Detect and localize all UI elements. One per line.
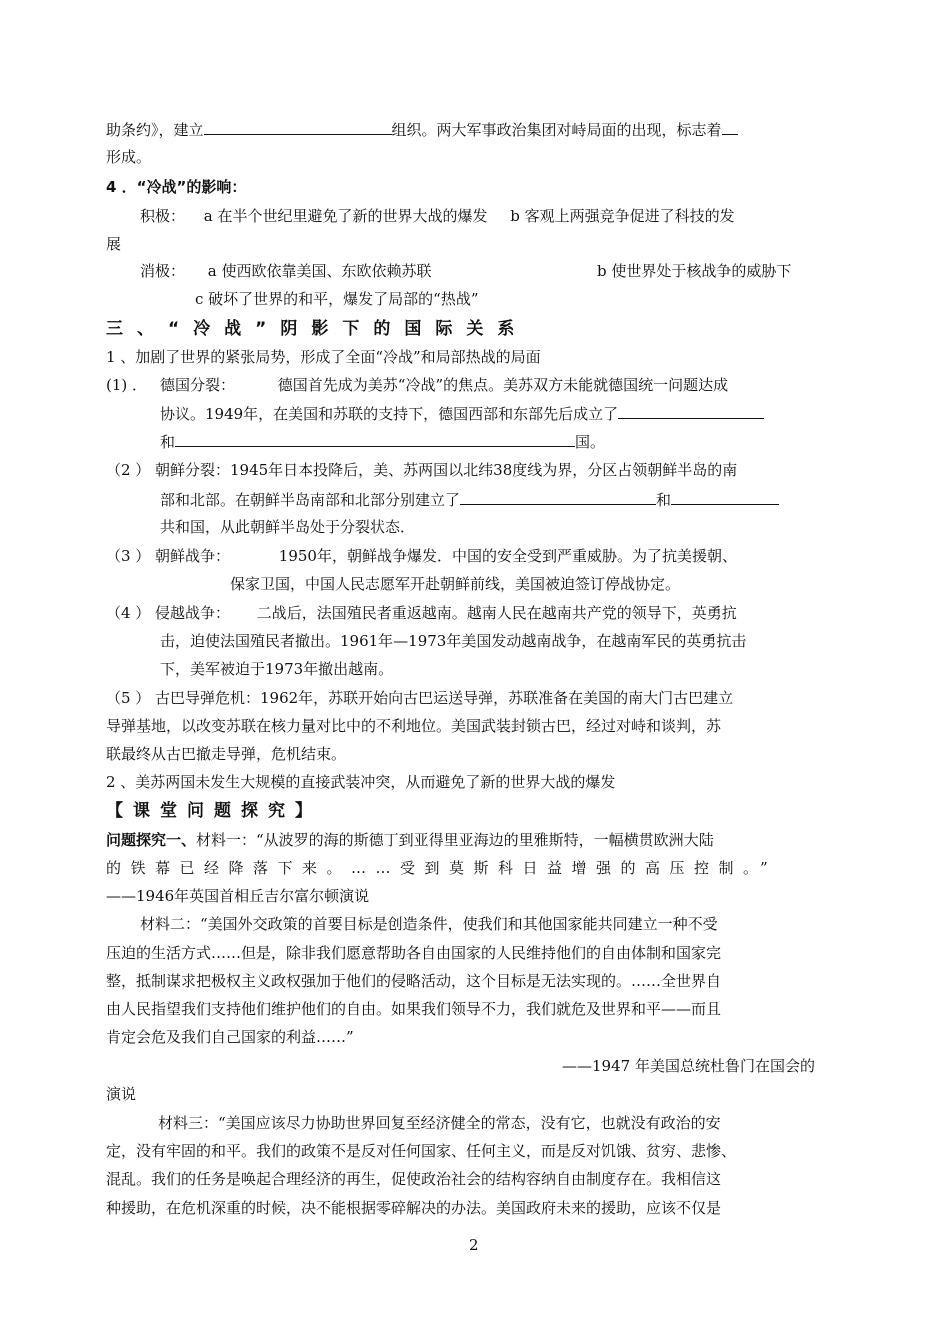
text-line xyxy=(106,374,147,396)
text-line: 古巴导弹危机：1962年，苏联开始向古巴运送导弹，苏联准备在美国的南大门古巴建立 xyxy=(155,689,734,707)
text-line: 共和国，从此朝鲜半岛处于分裂状态． xyxy=(160,518,416,536)
text-line xyxy=(106,146,151,168)
item-number: (1) ． xyxy=(106,376,148,394)
source-line: ——1947 年美国总统杜鲁门在国会的 xyxy=(562,1057,815,1075)
text-line: 混乱。我们的任务是唤起合理经济的再生，促使政治社会的结构容纳自由制度存在。我相信这 xyxy=(106,1170,722,1188)
text-segment: 1950年，朝鲜战争爆发．中国的安全受到严重威胁。为了抗美援朝、 xyxy=(278,547,737,565)
item-title: 朝鲜战争： xyxy=(155,547,231,565)
item-number: （2 ） xyxy=(106,461,151,479)
source-line: ——1946年英国首相丘吉尔富尔顿演说 xyxy=(106,887,370,905)
source-line: 演说 xyxy=(106,1085,137,1103)
text-line xyxy=(106,118,738,141)
text-line: 展 xyxy=(106,235,122,253)
text-line xyxy=(155,545,737,567)
text-line xyxy=(140,205,735,227)
page-number: 2 xyxy=(469,1236,479,1254)
text-line: 导弹基地，以改变苏联在核力量对比中的不利地位。美国武装封锁古巴，经过对峙和谈判，苏 xyxy=(106,717,722,735)
text-segment: 组织。两大军事政治集团对峙局面的出现，标志着 xyxy=(391,121,722,139)
text-segment: b 客观上两强竞争促进了科技的发 xyxy=(510,207,735,225)
text-line: 定，没有牢固的和平。我们的政策不是反对任何国家、任何主义，而是反对饥饿、贫穷、悲惨、 xyxy=(106,1142,737,1160)
text-line xyxy=(140,260,432,282)
text-line xyxy=(160,374,728,396)
item-title: 侵越战争： xyxy=(155,604,231,622)
text-segment: 和 xyxy=(656,491,672,509)
label-positive: 积极： xyxy=(140,207,186,225)
item-title: 德国分裂： xyxy=(160,376,236,394)
fill-blank[interactable] xyxy=(204,118,392,135)
item-number: （3 ） xyxy=(106,547,151,565)
text-segment: 德国首先成为美苏“冷战”的焦点。美苏双方未能就德国统一问题达成 xyxy=(277,376,729,394)
text-line: 朝鲜分裂：1945年日本投降后，美、苏两国以北纬38度线为界，分区占领朝鲜半岛的南 xyxy=(155,461,738,479)
text-line xyxy=(106,829,714,851)
text-line: 保家卫国，中国人民志愿军开赴朝鲜前线，美国被迫签订停战协定。 xyxy=(230,575,681,593)
text-line: 1 、加剧了世界的紧张局势，形成了全面“冷战”和局部热战的局面 xyxy=(106,348,541,366)
fill-blank[interactable] xyxy=(460,488,656,505)
fill-blank[interactable] xyxy=(618,402,764,419)
fill-blank[interactable] xyxy=(671,488,779,505)
text-line xyxy=(160,402,764,425)
text-line xyxy=(160,488,779,511)
text-line: 整，抵制谋求把极权主义政权强加于他们的侵略活动，这个目标是无法实现的。……全世界自 xyxy=(106,972,722,990)
section-heading: 【课堂问题探究】 xyxy=(106,801,322,821)
text-line: 种援助，在危机深重的时候，决不能根据零碎解决的办法。美国政府未来的援助，应该不仅是 xyxy=(106,1199,722,1217)
text-line: 由人民指望我们支持他们维护他们的自由。如果我们领导不力，我们就危及世界和平——而且 xyxy=(106,1000,722,1018)
text-line: b 使世界处于核战争的威胁下 xyxy=(597,262,792,280)
text-segment: a 在半个世纪里避免了新的世界大战的爆发 xyxy=(203,207,488,225)
section-heading: 4 ．“冷战”的影响： xyxy=(106,178,247,196)
text-segment: 材料一：“从波罗的海的斯德丁到亚得里亚海边的里雅斯特，一幅横贯欧洲大陆 xyxy=(196,831,714,849)
item-number: （4 ） xyxy=(106,604,151,622)
fill-blank[interactable] xyxy=(175,430,575,447)
text-line: 肯定会危及我们自己国家的利益……” xyxy=(106,1028,354,1046)
text-segment: 二战后，法国殖民者重返越南。越南人民在越南共产党的领导下，英勇抗 xyxy=(256,604,737,622)
question-label: 问题探究一、 xyxy=(106,831,197,849)
text-segment: 部和北部。在朝鲜半岛南部和北部分别建立了 xyxy=(160,491,461,509)
text-line: 下，美军被迫于1973年撤出越南。 xyxy=(160,660,394,678)
text-line: 2 、美苏两国未发生大规模的直接武装冲突，从而避免了新的世界大战的爆发 xyxy=(106,773,616,791)
label-negative: 消极： xyxy=(140,262,186,280)
text-line xyxy=(155,602,737,624)
item-number: （5 ） xyxy=(106,689,151,707)
text-segment: 助条约》，建立 xyxy=(106,121,204,139)
text-line: 压迫的生活方式……但是，除非我们愿意帮助各自由国家的人民维持他们的自由体制和国家完 xyxy=(106,944,722,962)
text-segment: a 使西欧依靠美国、东欧依赖苏联 xyxy=(207,262,432,280)
text-line: 的铁幕已经降落下来。……受到莫斯科日益增强的高压控制。” xyxy=(106,859,778,877)
fill-blank[interactable] xyxy=(722,118,738,135)
text-line xyxy=(160,430,605,453)
text-line: 联最终从古巴撤走导弹，危机结束。 xyxy=(106,745,347,763)
text-segment: 协议。1949年，在美国和苏联的支持下，德国西部和东部先后成立了 xyxy=(160,405,619,423)
text-line: 材料二：“美国外交政策的首要目标是创造条件，使我们和其他国家能共同建立一种不受 xyxy=(140,915,718,933)
text-segment: 形成。 xyxy=(106,148,152,166)
section-heading: 三、“冷战”阴影下的国际关系 xyxy=(106,319,529,339)
text-line: 材料三：“美国应该尽力协助世界回复至经济健全的常态，没有它，也就没有政治的安 xyxy=(158,1114,721,1132)
text-line: 击，迫使法国殖民者撤出。1961年—1973年美国发动越南战争，在越南军民的英勇抗击 xyxy=(160,632,747,650)
text-line: c 破坏了世界的和平，爆发了局部的“热战” xyxy=(195,290,479,308)
text-segment: 和 xyxy=(160,433,176,451)
text-segment: 国。 xyxy=(575,433,606,451)
